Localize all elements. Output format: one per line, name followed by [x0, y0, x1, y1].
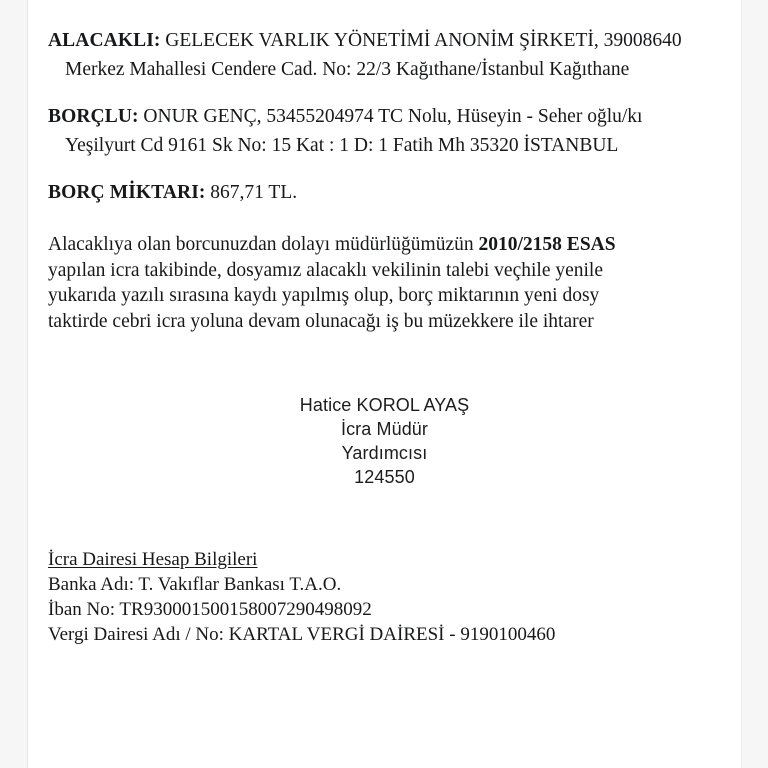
- bank-details-block: [48, 547, 555, 647]
- debtor-address: Yeşilyurt Cd 9161 Sk No: 15 Kat : 1 D: 1 Fatih Mh 35320 İSTANBUL: [65, 135, 619, 156]
- debt-amount-value: 867,71 TL.: [210, 182, 298, 203]
- body-line-2: yapılan icra takibinde, dosyamız alacaklı vekilinin talebi veçhile yenile: [48, 259, 603, 281]
- debtor-separator: :: [132, 106, 139, 127]
- spacer-creditor-debtor: [48, 84, 742, 102]
- case-number: 2010/2158 ESAS: [478, 234, 616, 255]
- debtor-value: ONUR GENÇ, 53455204974 TC Nolu, Hüseyin - Seher oğlu/kı: [143, 106, 643, 127]
- spacer-debtor-amount: [48, 160, 742, 178]
- document-page: [27, 0, 742, 768]
- body-line-4: taktirde cebri icra yoluna devam olunacağı iş bu müzekkere ile ihtarer: [48, 310, 594, 332]
- debt-amount-separator: :: [198, 182, 206, 203]
- bank-details-heading: İcra Dairesi Hesap Bilgileri: [48, 549, 258, 570]
- debt-amount-label: BORÇ MİKTARI: [48, 182, 199, 203]
- creditor-block: [48, 26, 742, 84]
- debtor-label: BORÇLU: [48, 106, 133, 127]
- page-gutter-left: [0, 0, 27, 768]
- debtor-block: [48, 102, 742, 160]
- signatory-name: Hatice KOROL AYAŞ: [299, 395, 470, 415]
- creditor-label: ALACAKLI: [48, 30, 154, 51]
- page-edge-right: [741, 0, 742, 768]
- debtor-line: [48, 102, 742, 132]
- document-content: [48, 0, 742, 334]
- signatory-title-line-2: Yardımcısı: [341, 443, 428, 463]
- page-gutter-right: [742, 0, 768, 768]
- body-paragraph: [48, 232, 742, 334]
- creditor-value: GELECEK VARLIK YÖNETİMİ ANONİM ŞİRKETİ, 39008640: [165, 30, 682, 51]
- body-line-1-pre: Alacaklıya olan borcunuzdan dolayı müdürlüğümüzün: [48, 234, 479, 255]
- tax-office: Vergi Dairesi Adı / No: KARTAL VERGİ DAİRESİ - 9190100460: [48, 624, 556, 645]
- debt-amount-line: [48, 178, 742, 208]
- signatory-registration-number: 124550: [354, 467, 415, 487]
- creditor-separator: :: [153, 30, 161, 51]
- signatory-title-line-1: İcra Müdür: [340, 419, 429, 439]
- debt-amount-block: [48, 178, 742, 208]
- signature-block: [27, 393, 742, 489]
- spacer-amount-body: [48, 208, 742, 232]
- body-line-3: yukarıda yazılı sırasına kaydı yapılmış olup, borç miktarının yeni dosy: [48, 285, 600, 306]
- body-line-1: [48, 232, 742, 258]
- creditor-address: Merkez Mahallesi Cendere Cad. No: 22/3 Kağıthane/İstanbul Kağıthane: [65, 59, 630, 80]
- page-edge-left: [27, 0, 28, 768]
- iban-number: İban No: TR930001500158007290498092: [48, 599, 372, 620]
- creditor-line: [48, 26, 742, 56]
- bank-name: Banka Adı: T. Vakıflar Bankası T.A.O.: [48, 574, 342, 595]
